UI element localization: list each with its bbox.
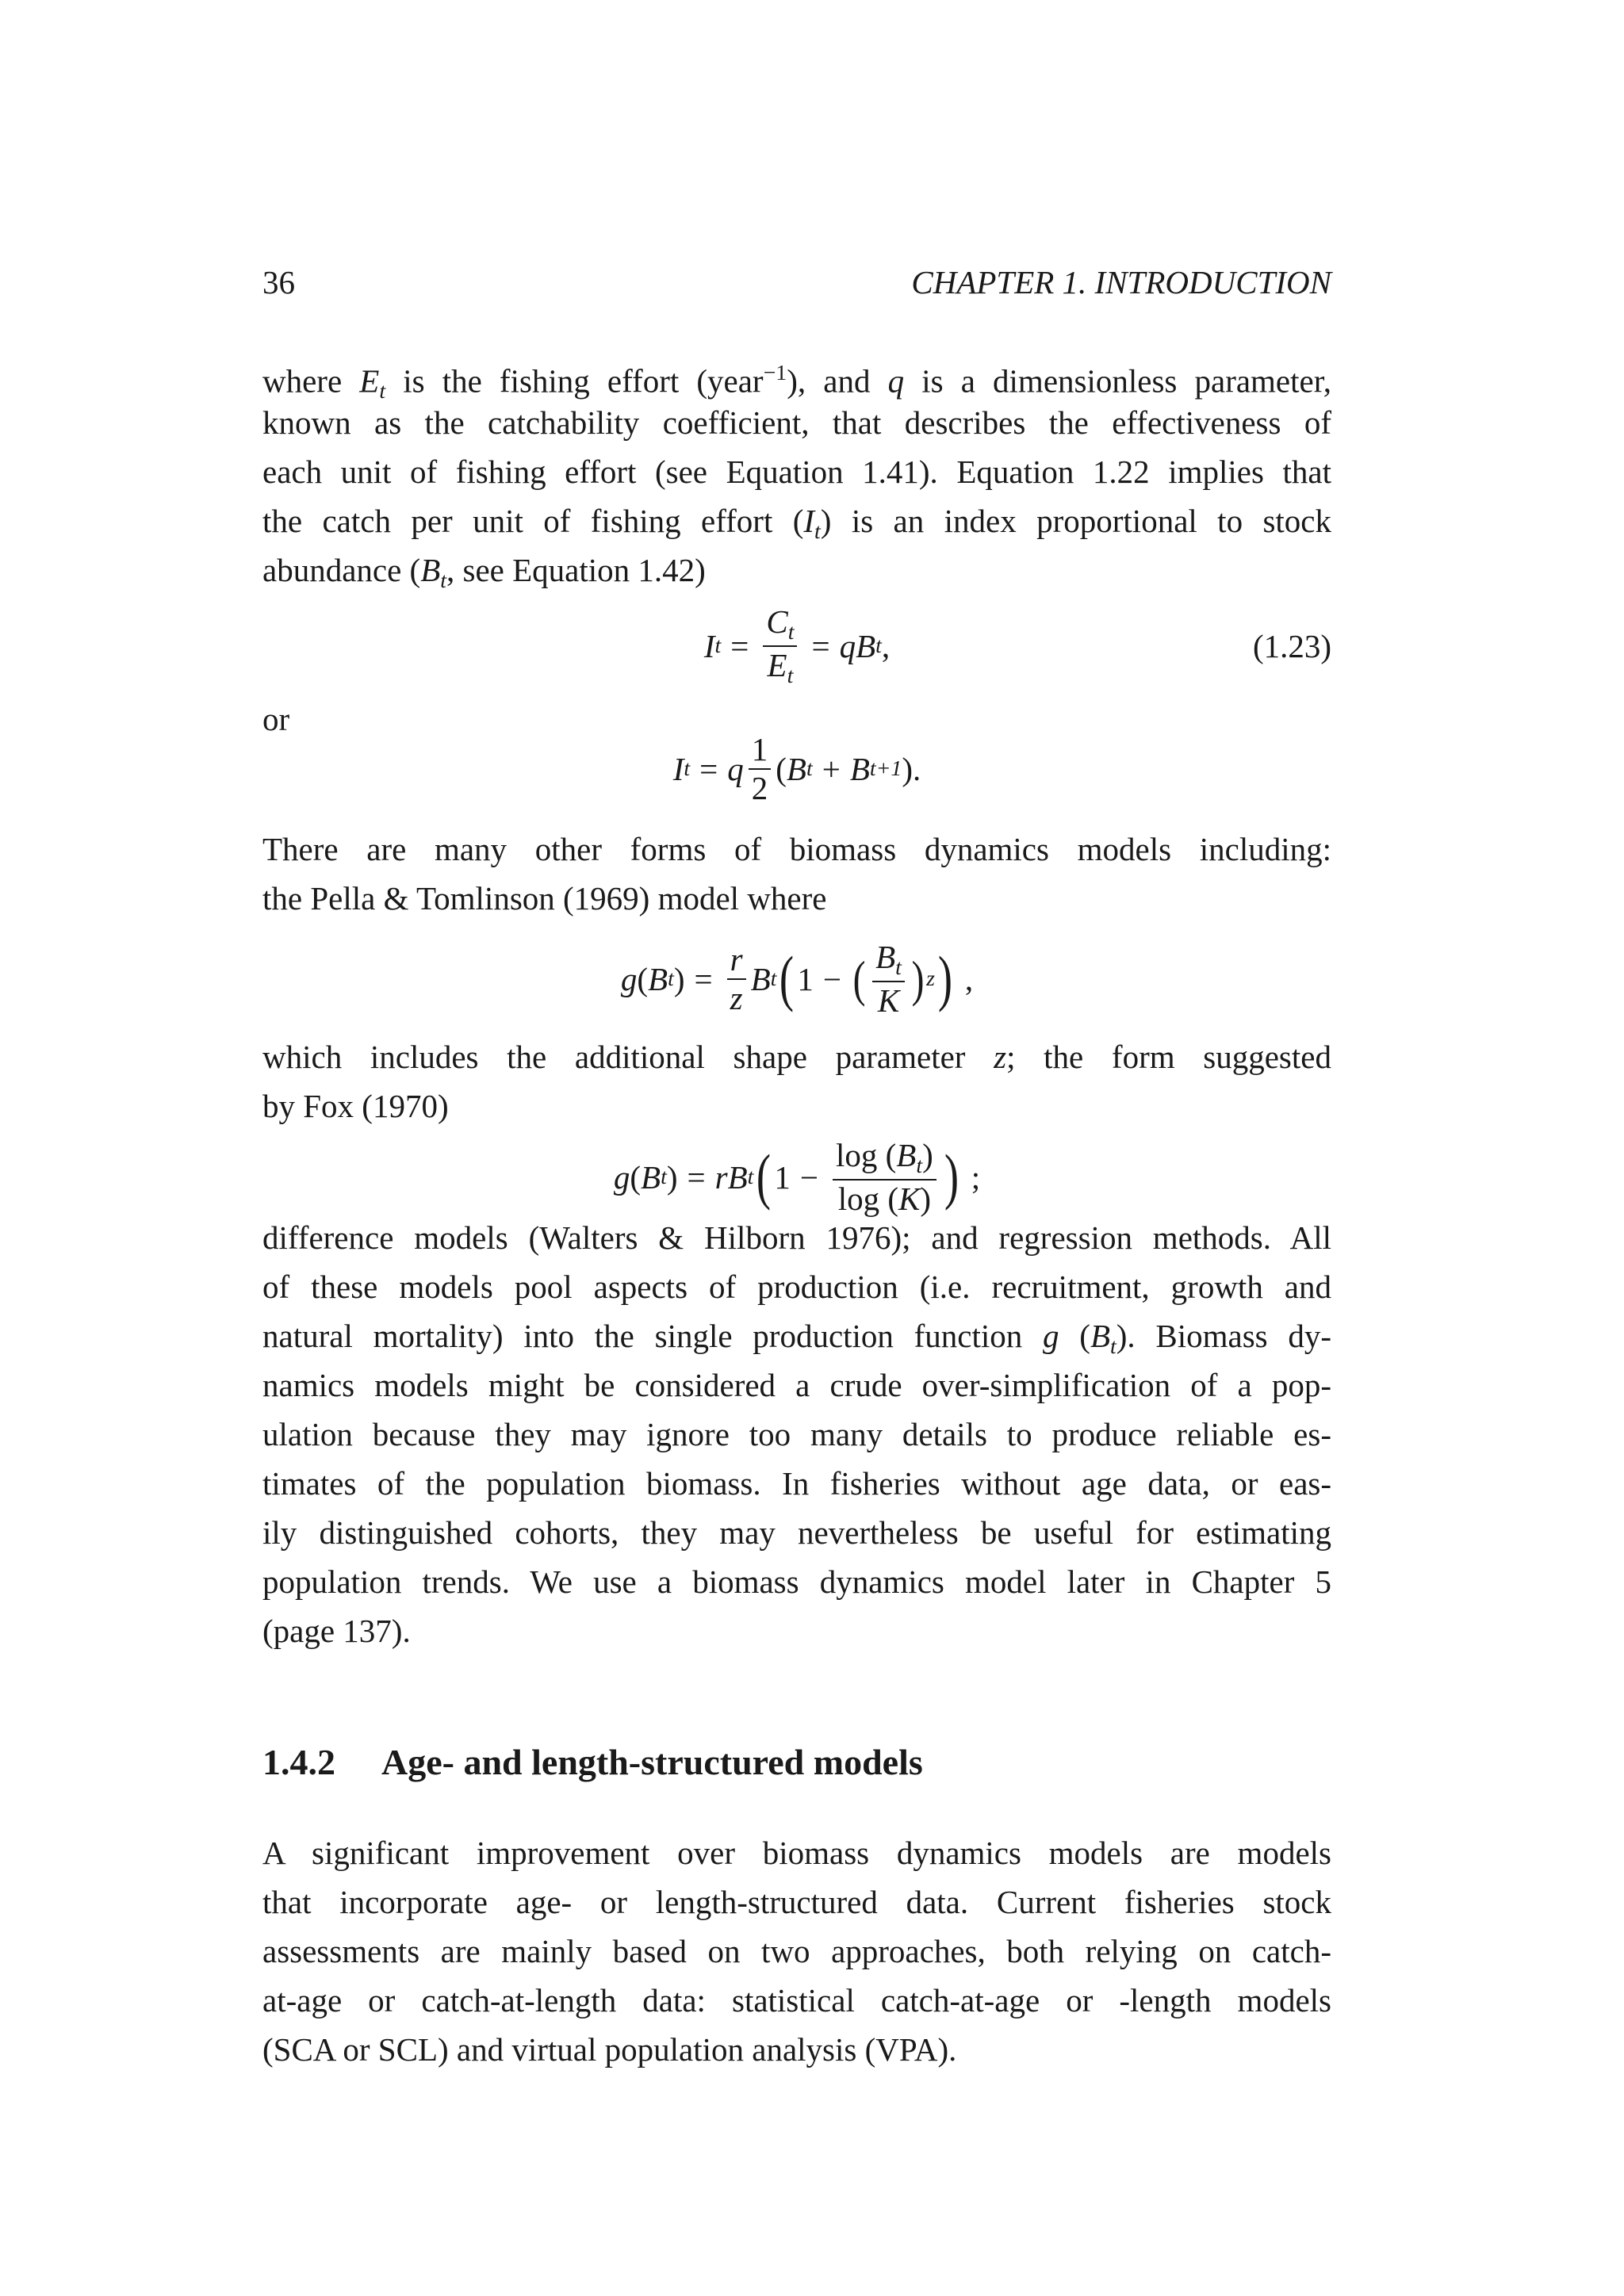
text-line: where $E_t$ is the fishing effort (year$^{-1}$), and q is a dimensionless parameter, <box>262 361 1331 404</box>
fraction: $\frac{1}{2}$ <box>749 733 772 806</box>
paragraph-4 <box>262 1213 1331 1655</box>
section-heading <box>262 1735 923 1790</box>
text-line: that incorporate age- or length-structured data. Current fisheries stock <box>262 1884 1331 1920</box>
text-line: natural mortality) into the single production function g $(B_t)$. Biomass dy- <box>262 1318 1332 1359</box>
paragraph-3 <box>262 1032 1331 1131</box>
section-number: 1.4.2 <box>262 1742 335 1782</box>
paragraph-5 <box>262 1828 1331 2074</box>
paragraph-1 <box>262 349 1331 595</box>
text-line: known as the catchability coefficient, that describes the effectiveness of <box>262 404 1331 441</box>
text-line: the catch per unit of fishing effort $(I_t)$ is an index proportional to stock <box>262 503 1331 544</box>
text-line: ulation because they may ignore too many details to produce reliable es- <box>262 1416 1331 1452</box>
text-line: namics models might be considered a crude over-simplification of a pop- <box>262 1367 1331 1403</box>
fraction: $\frac{r}{z}$ <box>727 943 746 1016</box>
equation-1-23: I t = $\frac{C_t}{E_t}$ = q B t , (1.23) <box>703 603 1331 688</box>
text-line: the Pella & Tomlinson (1969) model where <box>262 880 827 916</box>
equation-pella-tomlinson: g ( B t ) = $\frac{r}{z}$ B t ( 1 − ( $\frac{B_t}{K}$ ) z ) , <box>620 938 974 1019</box>
paragraph-2 <box>262 825 1331 923</box>
text-line: by Fox (1970) <box>262 1088 449 1124</box>
fraction: $\frac{B_t}{K}$ <box>872 940 905 1018</box>
text-line: (SCA or SCL) and virtual population analysis (VPA). <box>262 2031 957 2068</box>
text-line: timates of the population biomass. In fisheries without age data, or eas- <box>262 1465 1331 1502</box>
text-line: ily distinguished cohorts, they may nevertheless be useful for estimating <box>262 1514 1331 1551</box>
text-line: (page 137). <box>262 1613 411 1649</box>
text-line: each unit of fishing effort (see Equation 1.41). Equation 1.22 implies that <box>262 453 1331 490</box>
fraction: $\frac{\log (B_t)}{\log (K)}$ <box>833 1138 936 1216</box>
equation-number: (1.23) <box>1252 628 1331 664</box>
text-line: difference models (Walters & Hilborn 1976); and regression methods. All <box>262 1219 1331 1256</box>
text-line: population trends. We use a biomass dynamics model later in Chapter 5 <box>262 1563 1331 1600</box>
section-title: Age- and length-structured models <box>381 1742 923 1782</box>
text-line: There are many other forms of biomass dynamics models including: <box>262 831 1331 867</box>
chapter-title: CHAPTER 1. INTRODUCTION <box>911 264 1331 300</box>
text-line: abundance ($B_t$, see Equation 1.42) <box>262 552 706 593</box>
connective-or: or <box>262 701 290 737</box>
text-line: at-age or catch-at-length data: statistical catch-at-age or -length models <box>262 1982 1331 2019</box>
document-page <box>262 0 1331 2296</box>
text-line: of these models pool aspects of production (i.e. recruitment, growth and <box>262 1269 1331 1305</box>
text-line: which includes the additional shape parameter z; the form suggested <box>262 1039 1331 1075</box>
equation-cpue-average: I t = q $\frac{1}{2}$ ( B t + B t+1 ) . <box>672 730 921 806</box>
text-line: assessments are mainly based on two approaches, both relying on catch- <box>262 1933 1331 1969</box>
equation-fox: g ( B t ) = r B t ( 1 − $\frac{\log (B_t)}{\log (K)}$ ) ; <box>613 1136 981 1217</box>
text-line: A significant improvement over biomass dynamics models are models <box>262 1835 1331 1871</box>
running-header <box>262 258 1331 306</box>
fraction: $\frac{C_t}{E_t}$ <box>763 605 797 687</box>
page-number: 36 <box>262 264 295 300</box>
